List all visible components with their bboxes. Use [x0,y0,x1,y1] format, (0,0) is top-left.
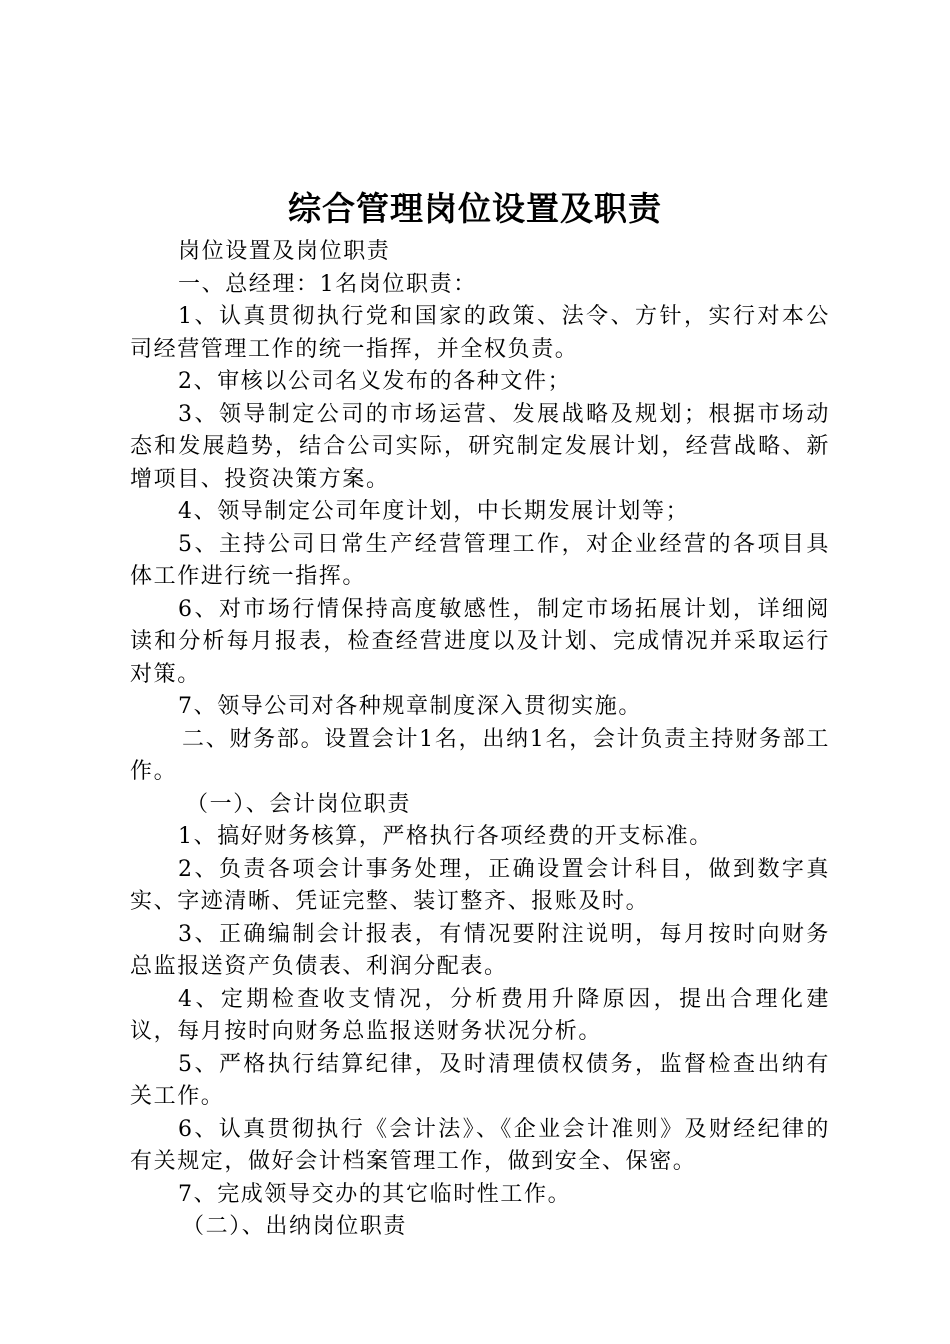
paragraph-gm-duty-7: 7、领导公司对各种规章制度深入贯彻实施。 [178,694,642,719]
paragraph-gm-duty-5: 5、主持公司日常生产经营管理工作，对企业经营的各项目具体工作进行统一指挥。 [130,531,830,589]
paragraph-gm-duty-2: 2、审核以公司名义发布的各种文件； [178,369,572,394]
document-title: 综合管理岗位设置及职责 [288,189,662,228]
paragraph-intro: 岗位设置及岗位职责 [178,239,391,264]
subsection-heading-cashier: （二）、出纳岗位职责 [182,1214,408,1239]
paragraph-acct-duty-6: 6、认真贯彻执行《会计法》、《企业会计准则》及财经纪律的有关规定，做好会计档案管理工作，做到安全、保密。 [130,1116,830,1174]
paragraph-acct-duty-4: 4、定期检查收支情况，分析费用升降原因，提出合理化建议，每月按时向财务总监报送财务状况分析。 [130,986,830,1044]
paragraph-gm-duty-3: 3、领导制定公司的市场运营、发展战略及规划；根据市场动态和发展趋势，结合公司实际，研究制定发展计划，经营战略、新增项目、投资决策方案。 [130,401,830,492]
subsection-heading-accountant: （一）、会计岗位职责 [186,791,412,817]
paragraph-acct-duty-1: 1、搞好财务核算，严格执行各项经费的开支标准。 [178,824,713,849]
paragraph-acct-duty-2: 2、负责各项会计事务处理，正确设置会计科目，做到数字真实、字迹清晰、凭证完整、装订整齐、报账及时。 [130,856,830,914]
section-heading-finance: 二、财务部。设置会计1名，出纳1名，会计负责主持财务部工作。 [130,726,830,784]
document-body [130,236,830,1244]
paragraph-acct-duty-7: 7、完成领导交办的其它临时性工作。 [178,1181,572,1207]
section-heading-general-manager: 一、总经理：1名岗位职责： [178,271,477,297]
paragraph-gm-duty-6: 6、对市场行情保持高度敏感性，制定市场拓展计划，详细阅读和分析每月报表，检查经营进度以及计划、完成情况并采取运行对策。 [130,596,830,687]
paragraph-gm-duty-4: 4、领导制定公司年度计划，中长期发展计划等； [178,499,690,524]
paragraph-acct-duty-3: 3、正确编制会计报表，有情况要附注说明，每月按时向财务总监报送资产负债表、利润分配表。 [130,921,830,979]
paragraph-acct-duty-5: 5、严格执行结算纪律，及时清理债权债务，监督检查出纳有关工作。 [130,1051,830,1109]
paragraph-gm-duty-1: 1、认真贯彻执行党和国家的政策、法令、方针，实行对本公司经营管理工作的统一指挥，并全权负责。 [130,304,830,362]
